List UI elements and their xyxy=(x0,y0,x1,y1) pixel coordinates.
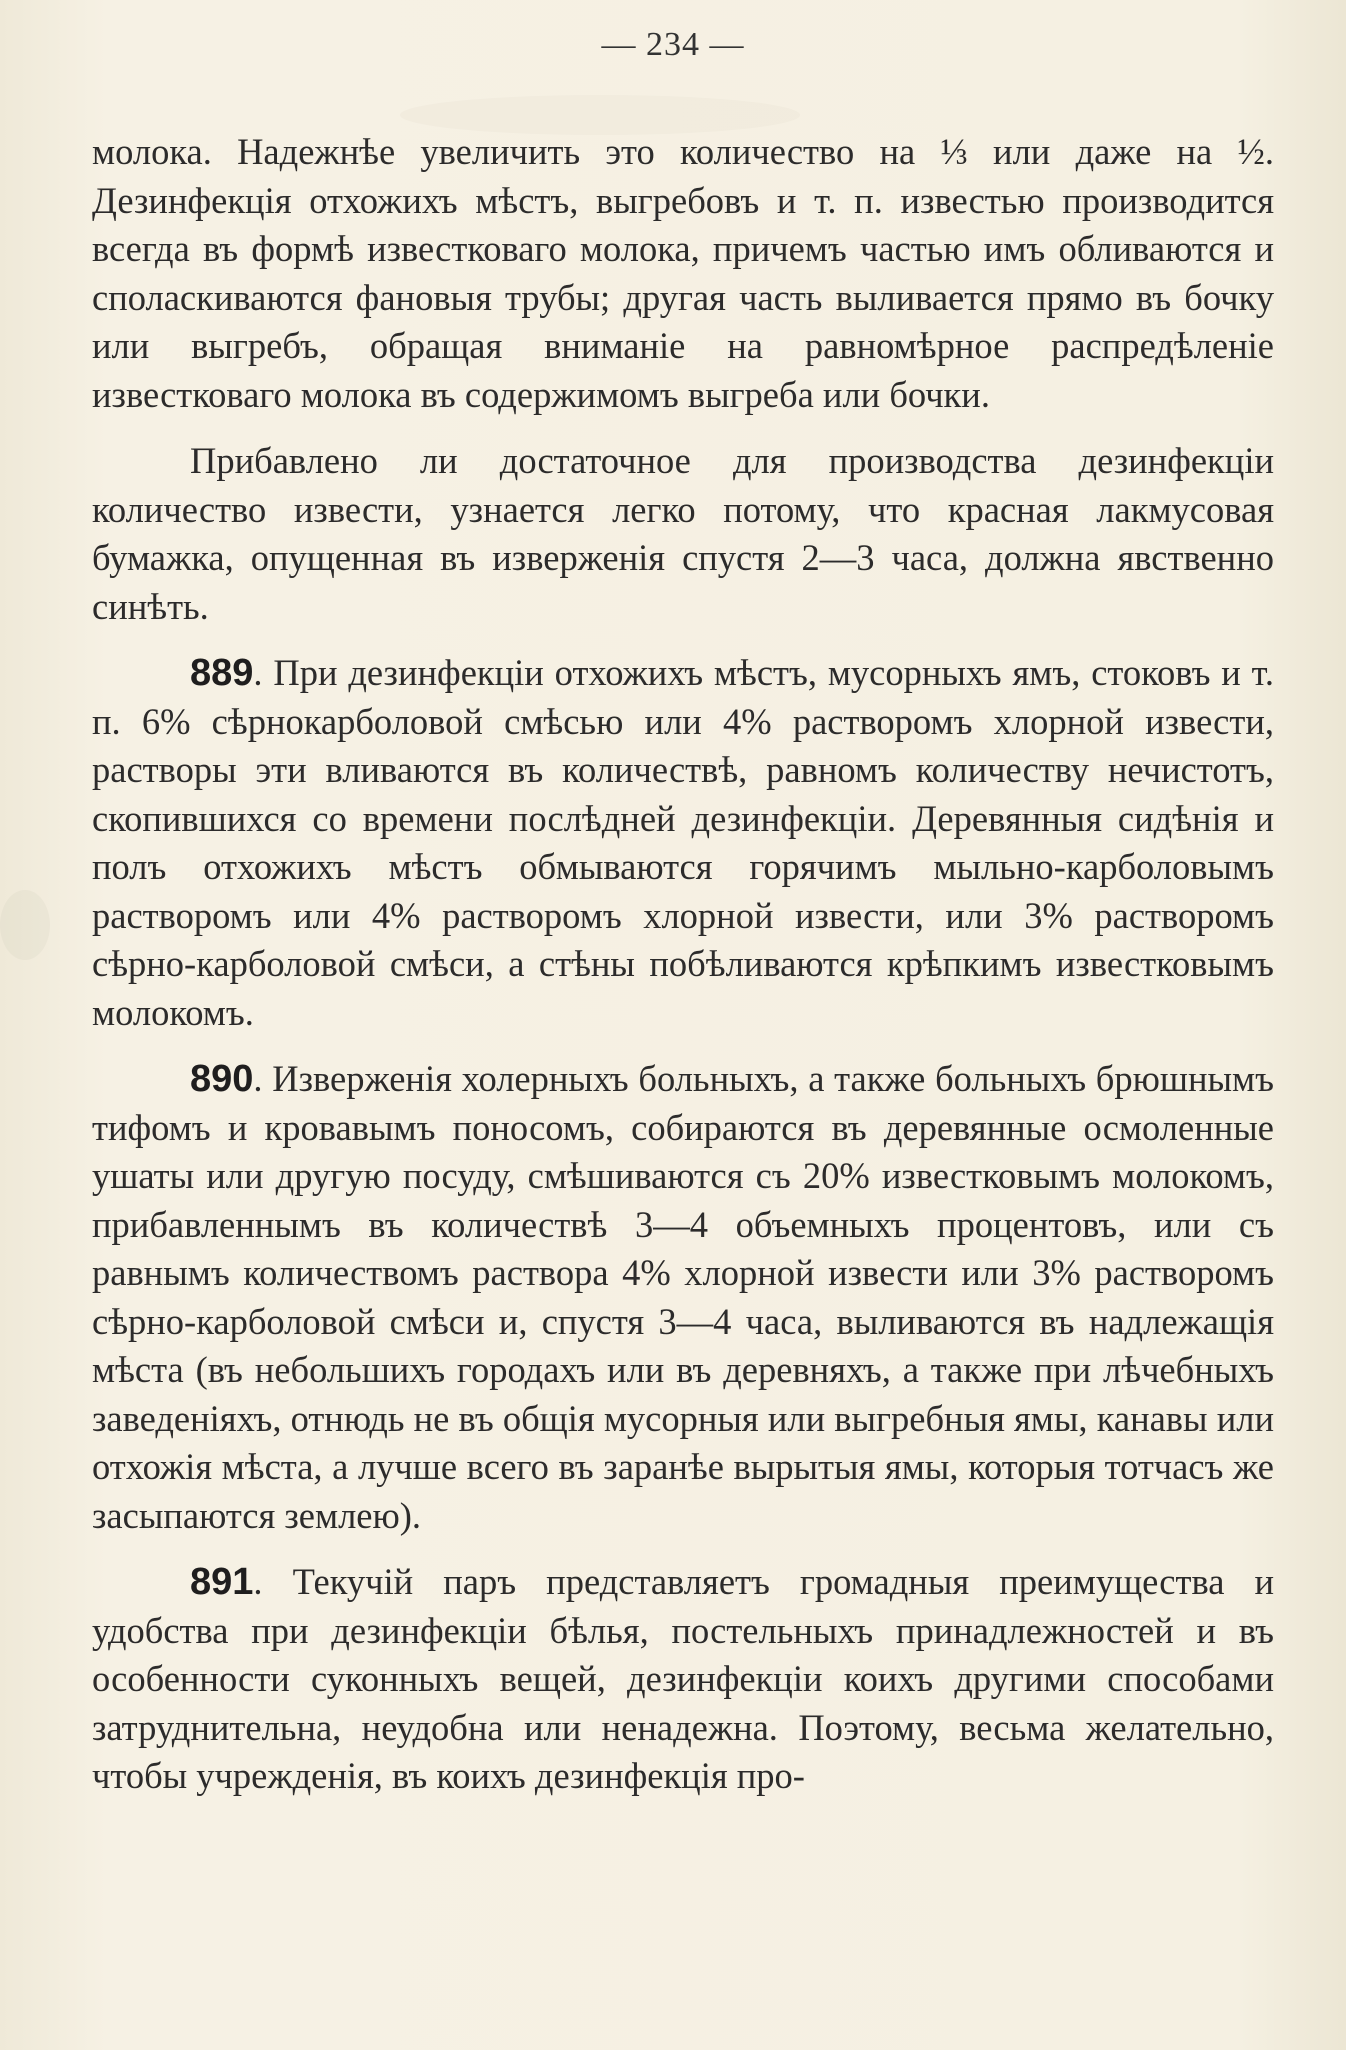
section-number: 891 xyxy=(190,1561,254,1603)
paragraph-891 xyxy=(92,1558,1274,1801)
paragraph-text: Прибавлено ли достаточное для производства дезинфекціи количество извести, узнается легко потому, что красная лакмусовая бумажка, опущенная въ изверженія спустя 2—3 часа, должна явственно синѣть. xyxy=(92,440,1274,627)
paragraph-889 xyxy=(92,649,1274,1037)
paragraph-text: молока. Надежнѣе увеличить это количество на ⅓ или даже на ½. Дезинфекція отхожихъ мѣстъ, выгребовъ и т. п. известью производится всегда въ формѣ известковаго молока, причемъ частью имъ обливаются и споласкиваются фановыя трубы; другая часть выливается прямо въ бочку или выгребъ, обращая вниманіе на равномѣрное распредѣленіе известковаго молока въ содержимомъ выгреба или бочки. xyxy=(92,131,1274,415)
paragraph-continuation xyxy=(92,128,1274,419)
paragraph-text: . При дезинфекціи отхожихъ мѣстъ, мусорныхъ ямъ, стоковъ и т. п. 6% сѣрнокарболовой смѣсью или 4% растворомъ хлорной извести, растворы эти вливаются въ количествѣ, равномъ количеству нечистотъ, скопившихся со времени послѣдней дезинфекціи. Деревянныя сидѣнія и полъ отхожихъ мѣстъ обмываются горячимъ мыльно-карболовымъ растворомъ или 4% растворомъ хлорной извести, или 3% растворомъ сѣрно-карболовой смѣси, а стѣны побѣливаются крѣпкимъ известковымъ молокомъ. xyxy=(92,652,1274,1033)
page-number: — 234 — xyxy=(601,26,745,63)
section-number: 889 xyxy=(190,652,254,694)
paragraph-lime-check xyxy=(92,437,1274,631)
text-column xyxy=(92,128,1274,1801)
paragraph-890 xyxy=(92,1055,1274,1540)
paragraph-text: . Текучій паръ представляетъ громадныя преимущества и удобства при дезинфекціи бѣлья, постельныхъ принадлежностей и въ особенности суконныхъ вещей, дезинфекціи коихъ другими способами затруднительна, неудобна или ненадежна. Поэтому, весьма желательно, чтобы учрежденія, въ коихъ дезинфекція про- xyxy=(92,1561,1274,1796)
page-smudge xyxy=(0,890,50,960)
paragraph-text: . Изверженія холерныхъ больныхъ, а также больныхъ брюшнымъ тифомъ и кровавымъ поносомъ, собираются въ деревянные осмоленные ушаты или другую посуду, смѣшиваются съ 20% известковымъ молокомъ, прибавленнымъ въ количествѣ 3—4 объемныхъ процентовъ, или съ равнымъ количествомъ раствора 4% хлорной извести или 3% растворомъ сѣрно-карболовой смѣси и, спустя 3—4 часа, выливаются въ надлежащія мѣста (въ небольшихъ городахъ или въ деревняхъ, а также при лѣчебныхъ заведеніяхъ, отнюдь не въ общія мусорныя или выгребныя ямы, канавы или отхожія мѣста, а лучше всего въ заранѣе вырытыя ямы, которыя тотчасъ же засыпаются землею). xyxy=(92,1058,1274,1536)
section-number: 890 xyxy=(190,1058,254,1100)
